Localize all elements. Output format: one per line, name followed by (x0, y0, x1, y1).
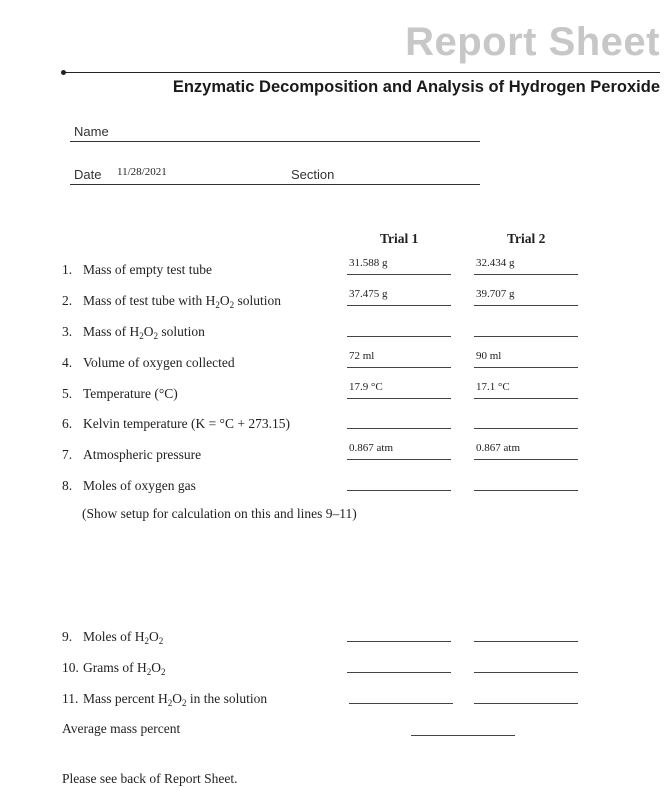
row-text (83, 660, 166, 675)
section-label: Section (291, 167, 335, 182)
date-section-line (70, 184, 480, 185)
row-number: 11. (62, 691, 79, 706)
name-label: Name (74, 124, 109, 139)
subscript: 2 (229, 300, 235, 310)
footer-note: Please see back of Report Sheet. (62, 771, 238, 786)
label-part: Moles of H (83, 629, 145, 644)
label-part: O (149, 629, 159, 644)
row-number: 8. (62, 478, 73, 493)
label-part: O (143, 324, 154, 339)
trial-1-blank-line (347, 428, 451, 429)
row-text: Atmospheric pressure (83, 447, 202, 462)
trial-2-blank-line (474, 459, 578, 460)
row-text: Moles of oxygen gas (83, 478, 196, 493)
row-text: Temperature (°C) (83, 386, 178, 401)
trial-1-blank-line (347, 490, 451, 491)
trial-2-blank-line (474, 367, 578, 368)
label-part: solution (234, 293, 282, 308)
label-part: O (151, 660, 161, 675)
trial-2-value[interactable]: 39.707 g (476, 288, 515, 300)
row-text: Kelvin temperature (K = °C + 273.15) (83, 416, 290, 431)
row-label (62, 691, 267, 707)
trial-2-blank-line (474, 274, 578, 275)
trial-1-blank-line (347, 459, 451, 460)
trial-1-blank-line (347, 305, 451, 306)
setup-note: (Show setup for calculation on this and lines 9–11) (82, 506, 357, 521)
row-label (62, 386, 178, 402)
trial-2-header: Trial 2 (507, 231, 546, 246)
trial-2-value[interactable]: 90 ml (476, 350, 502, 362)
row-number: 7. (62, 447, 73, 462)
row-number: 2. (62, 293, 73, 308)
date-label: Date (74, 167, 102, 182)
label-part: solution (158, 324, 205, 339)
trial-1-blank-line (347, 367, 451, 368)
name-line (70, 141, 480, 142)
subscript: 2 (153, 331, 158, 341)
subscript: 2 (158, 636, 164, 646)
trial-1-value[interactable]: 0.867 atm (349, 442, 393, 454)
subscript: 2 (215, 300, 220, 310)
row-label (62, 660, 166, 676)
trial-1-value[interactable]: 37.475 g (349, 288, 388, 300)
row-number: 10. (62, 660, 79, 675)
trial-1-blank-line (349, 703, 453, 704)
row-number: 3. (62, 324, 73, 339)
trial-2-blank-line (474, 641, 578, 642)
row-label (62, 293, 281, 309)
label-part: Mass percent H (83, 691, 168, 706)
trial-2-blank-line (474, 428, 578, 429)
row-number: 4. (62, 355, 73, 370)
report-subtitle: Enzymatic Decomposition and Analysis of Hydrogen Peroxide (172, 78, 660, 96)
label-part: O (219, 293, 230, 308)
row-text (83, 629, 163, 644)
trial-2-blank-line (474, 672, 578, 673)
trial-1-blank-line (347, 641, 451, 642)
row-label (62, 629, 163, 645)
header-rule (64, 72, 660, 73)
row-text (83, 324, 205, 339)
trial-2-value[interactable]: 0.867 atm (476, 442, 520, 454)
trial-1-blank-line (347, 336, 451, 337)
trial-2-blank-line (474, 490, 578, 491)
average-line (411, 735, 515, 736)
subscript: 2 (146, 667, 152, 677)
label-part: in the solution (186, 691, 268, 706)
row-label (62, 478, 196, 494)
row-number: 6. (62, 416, 73, 431)
trial-2-blank-line (474, 305, 578, 306)
trial-2-value[interactable]: 32.434 g (476, 257, 515, 269)
row-label (62, 324, 205, 340)
subscript: 2 (181, 698, 187, 708)
trial-1-value[interactable]: 17.9 °C (349, 381, 383, 393)
trial-1-blank-line (347, 274, 451, 275)
label-part: O (172, 691, 182, 706)
trial-1-header: Trial 1 (380, 231, 419, 246)
subscript: 2 (161, 667, 166, 677)
trial-2-blank-line (474, 703, 578, 704)
row-label (62, 447, 201, 463)
trial-1-value[interactable]: 72 ml (349, 350, 375, 362)
subscript: 2 (167, 698, 173, 708)
label-part: Mass of H (83, 324, 140, 339)
row-number: 1. (62, 262, 73, 277)
row-text: Volume of oxygen collected (83, 355, 235, 370)
row-label (62, 416, 290, 432)
row-label (62, 262, 212, 278)
row-label (62, 355, 235, 371)
trial-1-blank-line (347, 672, 451, 673)
row-text (83, 691, 267, 706)
trial-2-blank-line (474, 336, 578, 337)
label-part: Grams of H (83, 660, 147, 675)
row-number: 5. (62, 386, 73, 401)
row-text (83, 293, 281, 308)
trial-1-value[interactable]: 31.588 g (349, 257, 388, 269)
row-number: 9. (62, 629, 73, 644)
subscript: 2 (144, 636, 149, 646)
report-title: Report Sheet (405, 20, 660, 64)
date-value[interactable]: 11/28/2021 (117, 166, 167, 178)
trial-1-blank-line (347, 398, 451, 399)
subscript: 2 (139, 331, 144, 341)
trial-2-blank-line (474, 398, 578, 399)
label-part: Mass of test tube with H (83, 293, 216, 308)
average-label: Average mass percent (62, 721, 181, 736)
row-text: Mass of empty test tube (83, 262, 212, 277)
trial-2-value[interactable]: 17.1 °C (476, 381, 510, 393)
